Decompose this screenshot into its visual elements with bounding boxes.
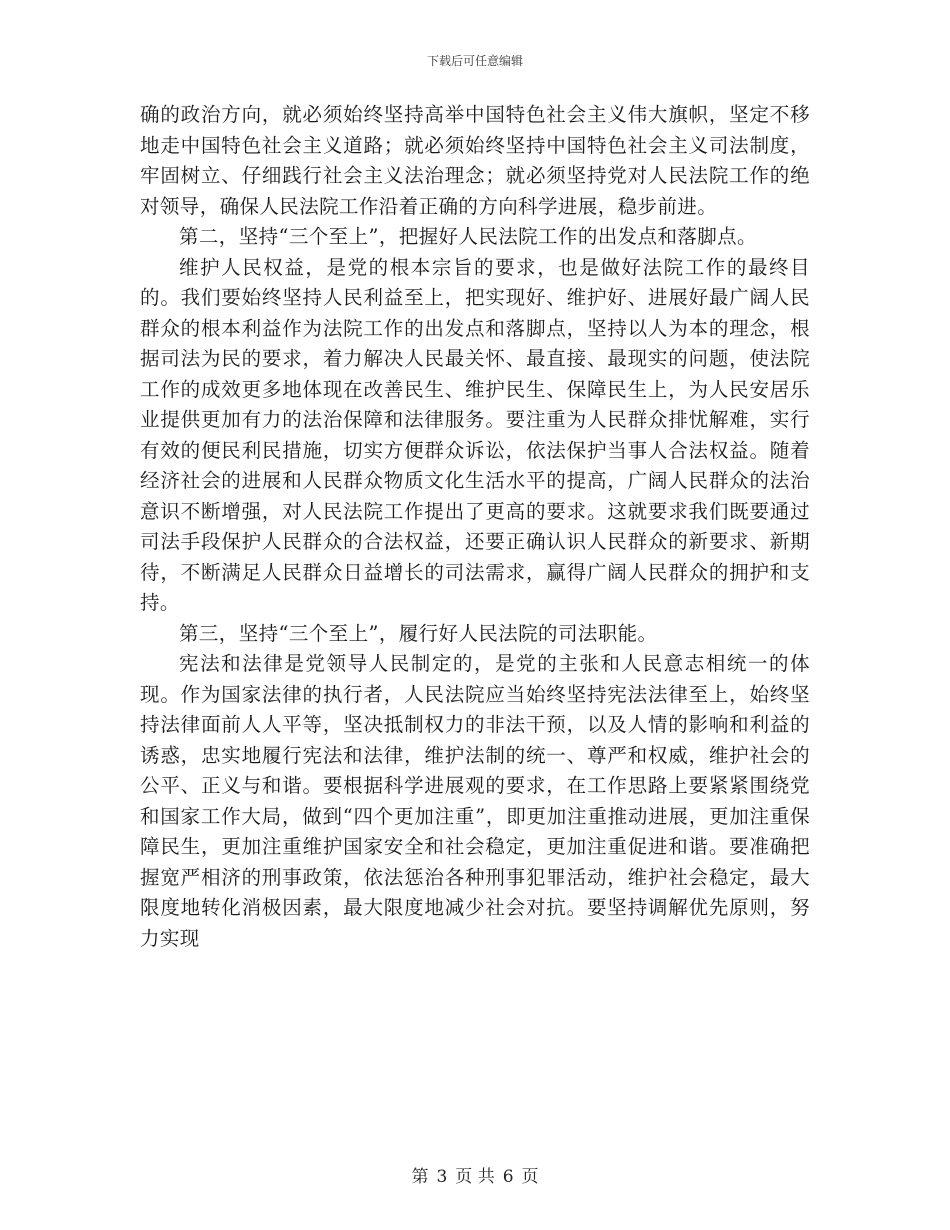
paragraph-continuation: 确的政治方向，就必须始终坚持高举中国特色社会主义伟大旗帜，坚定不移地走中国特色社会主义道路；就必须始终坚持中国特色社会主义司法制度，牢固树立、仔细践行社会主义法治理念；就必须坚持党对人民法院工作的绝对领导，确保人民法院工作沿着正确的方向科学进展，稳步前进。 xyxy=(140,103,810,218)
page-number-footer xyxy=(0,1162,950,1187)
document-body xyxy=(140,100,810,954)
section-heading-third: 第三，坚持“三个至上”，履行好人民法院的司法职能。 xyxy=(179,621,658,645)
page-total: 6 xyxy=(502,1167,514,1187)
paragraph-people-rights: 维护人民权益，是党的根本宗旨的要求，也是做好法院工作的最终目的。我们要始终坚持人民利益至上，把实现好、维护好、进展好最广阔人民群众的根本利益作为法院工作的出发点和落脚点，坚持以人为本的理念，根据司法为民的要求，着力解决人民最关怀、最直接、最现实的问题，使法院工作的成效更多地体现在改善民生、维护民生、保障民生上，为人民安居乐业提供更加有力的法治保障和法律服务。要注重为人民群众排忧解难，实行有效的便民利民措施，切实方便群众诉讼，依法保护当事人合法权益。随着经济社会的进展和人民群众物质文化生活水平的提高，广阔人民群众的法治意识不断增强，对人民法院工作提出了更高的要求。这就要求我们既要通过司法手段保护人民群众的合法权益，还要正确认识人民群众的新要求、新期待，不断满足人民群众日益增长的司法需求，赢得广阔人民群众的拥护和支持。 xyxy=(140,255,810,614)
page-prefix: 第 xyxy=(411,1167,429,1187)
page-mid: 页 共 xyxy=(455,1167,495,1187)
header-note: 下载后可任意编辑 xyxy=(426,54,523,68)
paragraph-constitution-law: 宪法和法律是党领导人民制定的，是党的主张和人民意志相统一的体现。作为国家法律的执行者，人民法院应当始终坚持宪法法律至上，始终坚持法律面前人人平等，坚决抵制权力的非法干预，以及人情的影响和利益的诱惑，忠实地履行宪法和法律，维护法制的统一、尊严和权威，维护社会的公平、正义与和谐。要根据科学进展观的要求，在工作思路上要紧紧围绕党和国家工作大局，做到“四个更加注重”，即更加注重推动进展，更加注重保障民生，更加注重维护国家安全和社会稳定，更加注重促进和谐。要准确把握宽严相济的刑事政策，依法惩治各种刑事犯罪活动，维护社会稳定，最大限度地转化消极因素，最大限度地减少社会对抗。要坚持调解优先原则，努力实现 xyxy=(140,652,810,950)
section-heading-second: 第二，坚持“三个至上”，把握好人民法院工作的出发点和落脚点。 xyxy=(179,225,757,248)
page-current: 3 xyxy=(436,1167,448,1187)
page-suffix: 页 xyxy=(521,1167,539,1187)
